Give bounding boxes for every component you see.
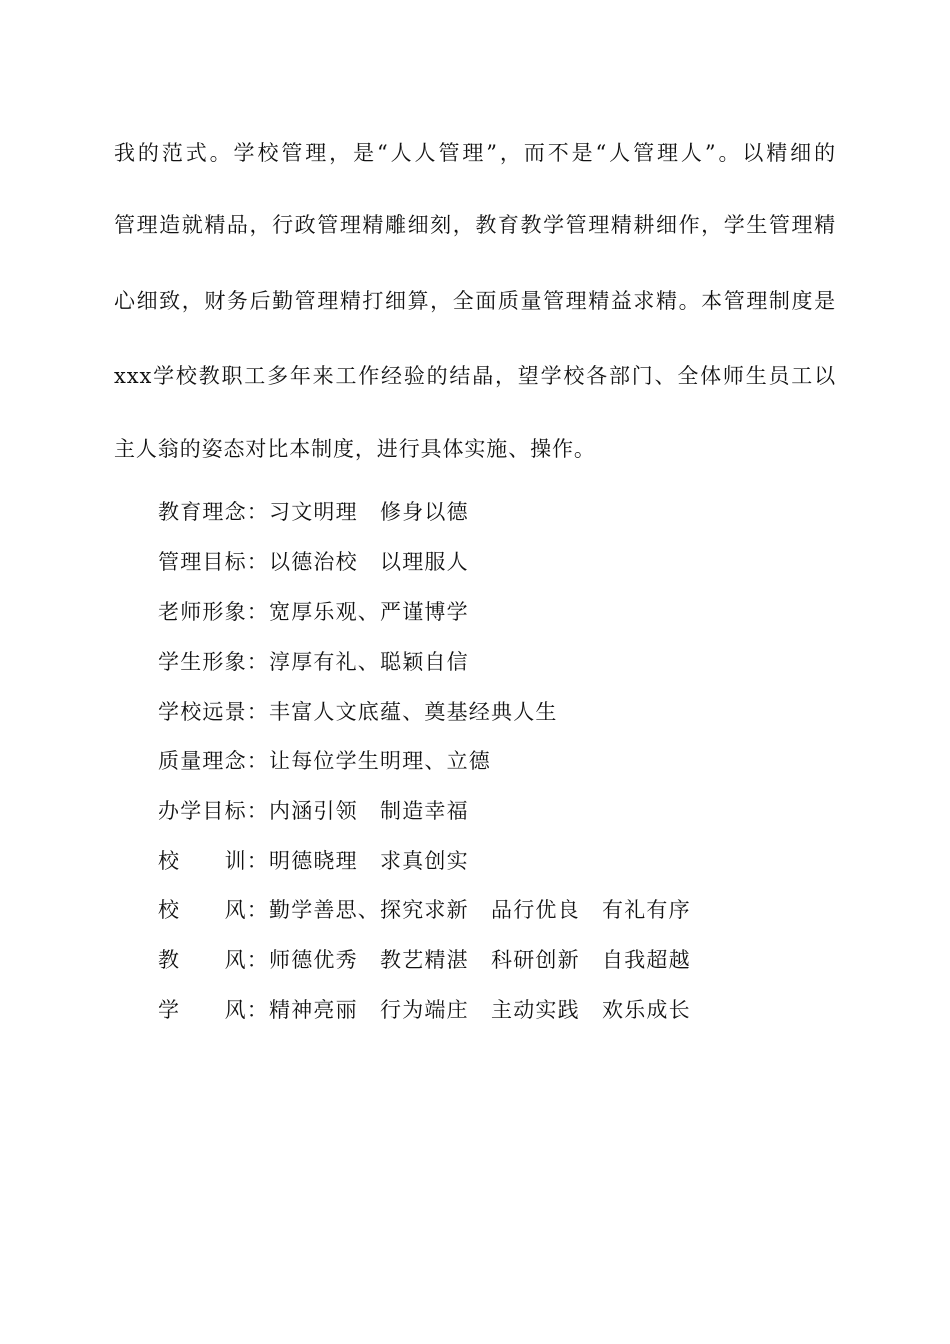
paragraph-line-1: 我的范式。学校管理，是“人人管理”，而不是“人管理人”。以精细的	[114, 141, 836, 165]
motto-school-goal: 办学目标：内涵引领 制造幸福	[158, 799, 469, 823]
paragraph-line-4: xxx学校教职工多年来工作经验的结晶，望学校各部门、全体师生员工以	[114, 364, 836, 388]
motto-management-goal: 管理目标：以德治校 以理服人	[158, 550, 469, 574]
motto-student-image: 学生形象：淳厚有礼、聪颖自信	[158, 650, 469, 674]
motto-quality-philosophy: 质量理念：让每位学生明理、立德	[158, 749, 491, 773]
motto-school-motto: 校 训：明德晓理 求真创实	[158, 849, 469, 873]
paragraph-line-2: 管理造就精品，行政管理精雕细刻，教育教学管理精耕细作，学生管理精	[114, 213, 836, 237]
paragraph-line-5: 主人翁的姿态对比本制度，进行具体实施、操作。	[114, 437, 596, 461]
motto-teaching-ethos: 教 风：师德优秀 教艺精湛 科研创新 自我超越	[158, 948, 691, 972]
motto-study-ethos: 学 风：精神亮丽 行为端庄 主动实践 欢乐成长	[158, 998, 691, 1022]
paragraph-line-3: 心细致，财务后勤管理精打细算，全面质量管理精益求精。本管理制度是	[114, 289, 836, 313]
motto-school-ethos: 校 风：勤学善思、探究求新 品行优良 有礼有序	[158, 898, 691, 922]
motto-teacher-image: 老师形象：宽厚乐观、严谨博学	[158, 600, 469, 624]
motto-education-philosophy: 教育理念：习文明理 修身以德	[158, 500, 469, 524]
motto-school-vision: 学校远景：丰富人文底蕴、奠基经典人生	[158, 700, 558, 724]
